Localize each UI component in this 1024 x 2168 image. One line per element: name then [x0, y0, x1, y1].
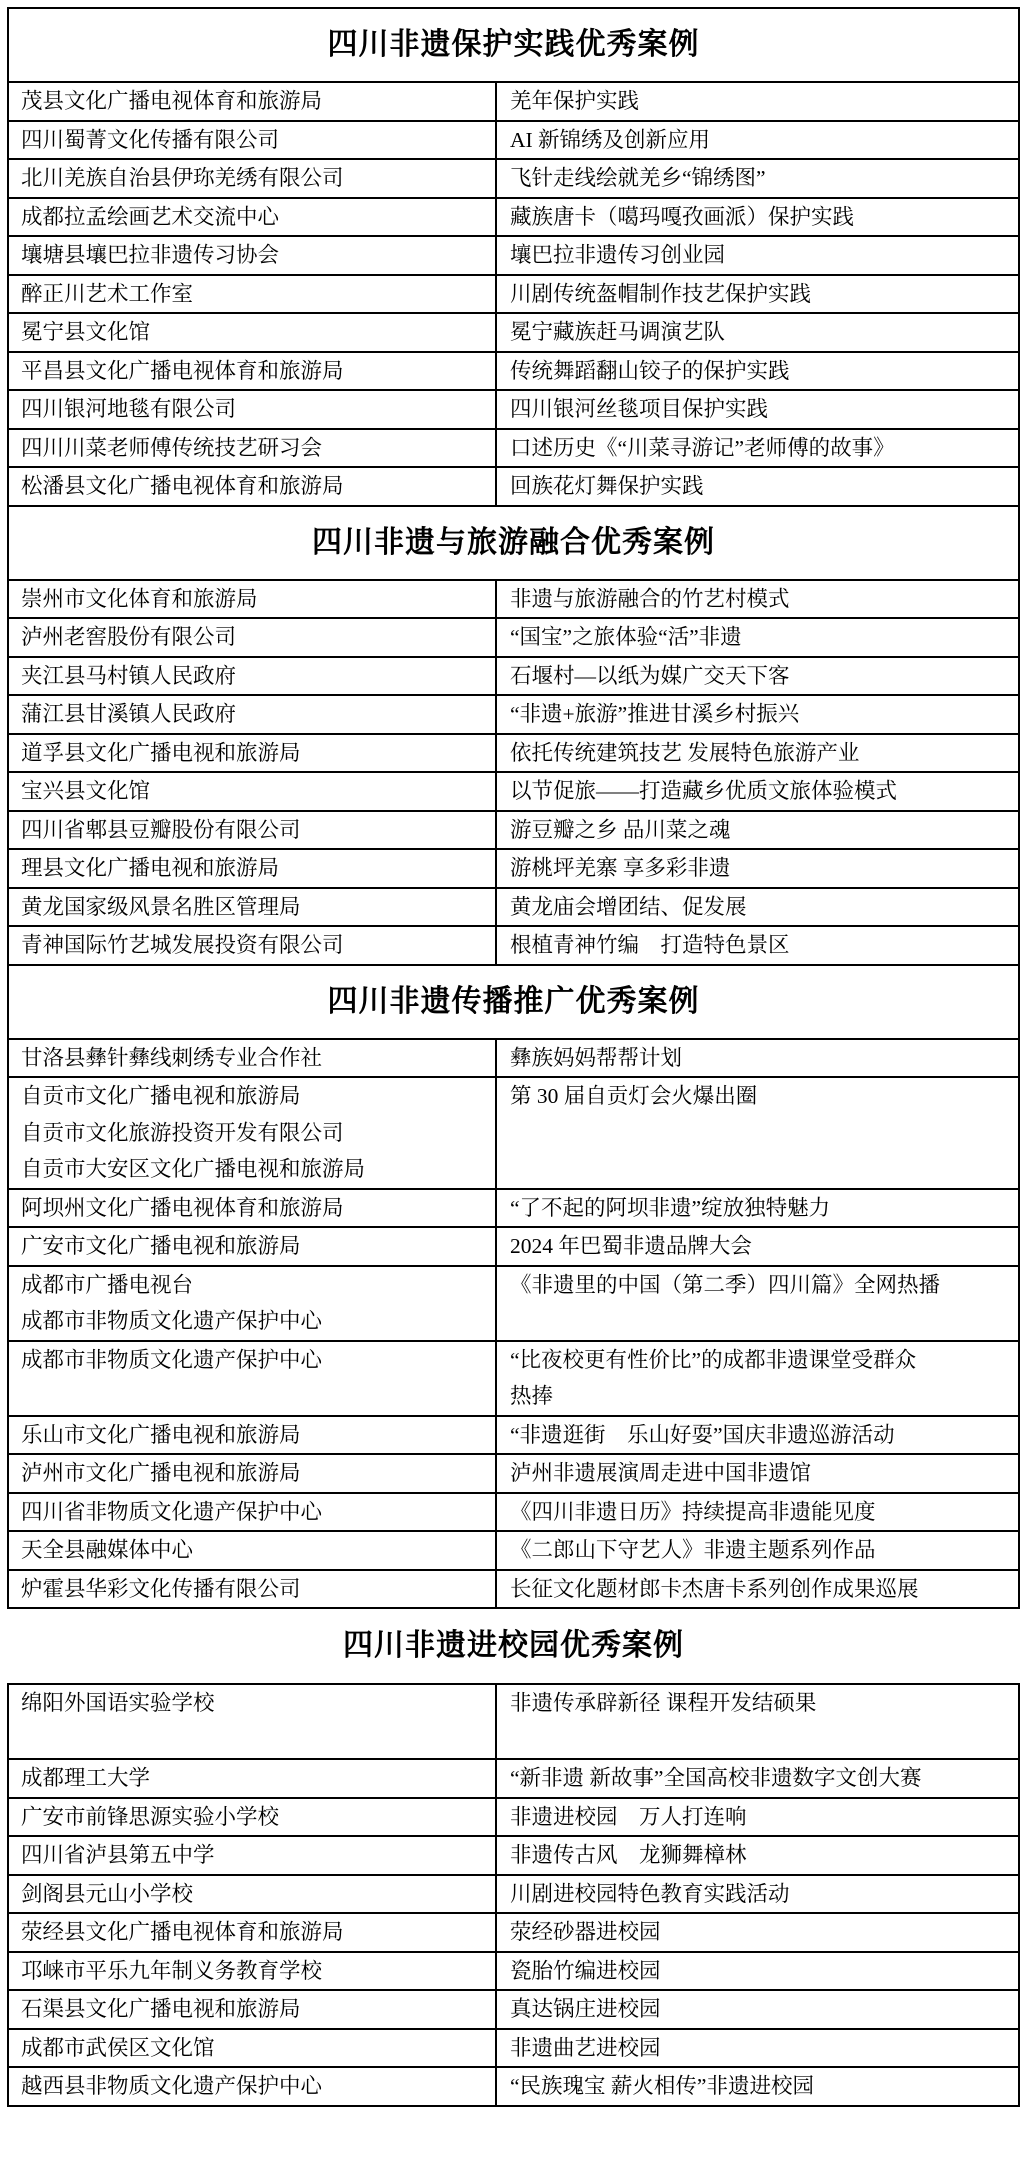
case-cell [497, 1190, 1018, 1227]
table-row [9, 812, 1018, 851]
case-line: 壤巴拉非遗传习创业园 [510, 243, 726, 267]
case-cell [497, 1799, 1018, 1836]
case-cell [497, 391, 1018, 428]
org-line: 泸州市文化广播电视和旅游局 [21, 1461, 301, 1485]
section-title: 四川非遗保护实践优秀案例 [9, 9, 1018, 83]
table-row [9, 1685, 1018, 1760]
case-line: “国宝”之旅体验“活”非遗 [510, 625, 742, 649]
table-row [9, 696, 1018, 735]
case-cell [497, 353, 1018, 390]
org-line: 北川羌族自治县伊珎羌绣有限公司 [21, 166, 344, 190]
table-row [9, 160, 1018, 199]
document-body [7, 7, 1020, 2107]
table-row [9, 353, 1018, 392]
case-line: “比夜校更有性价比”的成都非遗课堂受群众 [510, 1347, 917, 1372]
org-line: 天全县融媒体中心 [21, 1538, 194, 1562]
org-line: 阿坝州文化广播电视体育和旅游局 [21, 1195, 344, 1220]
case-line: “新非遗 新故事”全国高校非遗数字文创大赛 [510, 1766, 922, 1790]
table-row [9, 1455, 1018, 1494]
table-row [9, 1953, 1018, 1992]
org-cell [9, 812, 497, 849]
table-row [9, 430, 1018, 469]
org-line: 成都拉孟绘画艺术交流中心 [21, 204, 280, 229]
section-title: 四川非遗与旅游融合优秀案例 [9, 507, 1018, 581]
org-line: 邛崃市平乐九年制义务教育学校 [21, 1958, 323, 1983]
table-row [9, 468, 1018, 507]
table-row [9, 1342, 1018, 1417]
org-cell [9, 850, 497, 887]
org-cell [9, 1455, 497, 1492]
case-cell [497, 83, 1018, 120]
org-line: 四川银河地毯有限公司 [21, 397, 237, 421]
case-line: 羌年保护实践 [510, 89, 640, 113]
case-line: 热捧 [510, 1384, 554, 1408]
case-cell [497, 1228, 1018, 1265]
case-line: “民族瑰宝 薪火相传”非遗进校园 [510, 2074, 814, 2098]
case-cell [497, 276, 1018, 313]
org-line: 茂县文化广播电视体育和旅游局 [21, 89, 323, 113]
case-cell [497, 1914, 1018, 1951]
org-cell [9, 1571, 497, 1608]
case-line: 《二郎山下守艺人》非遗主题系列作品 [510, 1538, 876, 1562]
org-cell [9, 658, 497, 695]
case-line: “非遗逛街 乐山好耍”国庆非遗巡游活动 [510, 1422, 895, 1447]
case-cell [497, 2030, 1018, 2067]
org-cell [9, 1532, 497, 1569]
org-line: 成都理工大学 [21, 1766, 151, 1790]
table-row [9, 199, 1018, 238]
case-line: 以节促旅——打造藏乡优质文旅体验模式 [510, 779, 898, 803]
case-cell [497, 237, 1018, 274]
org-line: 四川省泸县第五中学 [21, 1843, 215, 1867]
section-title: 四川非遗进校园优秀案例 [343, 1629, 684, 1662]
case-cell [497, 1040, 1018, 1077]
org-line: 炉霍县华彩文化传播有限公司 [21, 1576, 301, 1601]
org-line: 四川省郫县豆瓣股份有限公司 [21, 817, 301, 842]
case-cell [497, 314, 1018, 351]
org-cell [9, 468, 497, 505]
case-cell [497, 430, 1018, 467]
org-cell [9, 1991, 497, 2028]
org-line: 自贡市文化旅游投资开发有限公司 [21, 1120, 344, 1145]
case-line: 第 30 届自贡灯会火爆出圈 [510, 1084, 758, 1108]
table-row [9, 122, 1018, 161]
org-cell [9, 391, 497, 428]
table-row [9, 1040, 1018, 1079]
table-row [9, 2030, 1018, 2069]
org-cell [9, 237, 497, 274]
table-row [9, 1417, 1018, 1456]
case-cell [497, 1991, 1018, 2028]
case-cell [497, 658, 1018, 695]
org-line: 四川川菜老师傅传统技艺研习会 [21, 435, 323, 460]
case-line: 荥经砂器进校园 [510, 1920, 661, 1944]
org-cell [9, 2030, 497, 2067]
case-line: 游豆瓣之乡 品川菜之魂 [510, 817, 731, 842]
case-cell [497, 1685, 1018, 1758]
case-cell [497, 773, 1018, 810]
case-line: 四川银河丝毯项目保护实践 [510, 397, 769, 421]
case-line: 《非遗里的中国（第二季）四川篇》全网热播 [510, 1272, 941, 1297]
case-line: “了不起的阿坝非遗”绽放独特魅力 [510, 1195, 831, 1220]
case-cell [497, 1267, 1018, 1340]
table-row [9, 1078, 1018, 1190]
case-cell [497, 1342, 1018, 1415]
case-cell [497, 1953, 1018, 1990]
org-cell [9, 1190, 497, 1227]
table-row [9, 2068, 1018, 2105]
org-cell [9, 1914, 497, 1951]
org-line: 理县文化广播电视和旅游局 [21, 856, 280, 880]
case-line: 飞针走线绘就羌乡“锦绣图” [510, 166, 766, 190]
org-line: 乐山市文化广播电视和旅游局 [21, 1422, 301, 1447]
table-row [9, 773, 1018, 812]
org-line: 自贡市大安区文化广播电视和旅游局 [21, 1157, 366, 1181]
org-cell [9, 1876, 497, 1913]
case-cell [497, 1455, 1018, 1492]
table-row [9, 314, 1018, 353]
table-row [9, 735, 1018, 774]
org-cell [9, 1953, 497, 1990]
org-line: 平昌县文化广播电视体育和旅游局 [21, 358, 344, 383]
table-row [9, 658, 1018, 697]
table-row [9, 927, 1018, 966]
org-line: 冕宁县文化馆 [21, 320, 151, 344]
table-row [9, 889, 1018, 928]
case-line: 非遗曲艺进校园 [510, 2035, 661, 2060]
org-cell [9, 1228, 497, 1265]
case-cell [497, 1078, 1018, 1188]
table-row [9, 1837, 1018, 1876]
case-table [7, 1683, 1020, 2107]
case-line: 口述历史《“川菜寻游记”老师傅的故事》 [510, 435, 895, 460]
case-line: 回族花灯舞保护实践 [510, 474, 704, 498]
org-line: 黄龙国家级风景名胜区管理局 [21, 894, 301, 919]
table-row [9, 850, 1018, 889]
case-cell [497, 1876, 1018, 1913]
case-cell [497, 889, 1018, 926]
case-cell [497, 1571, 1018, 1608]
case-cell [497, 1532, 1018, 1569]
case-cell [497, 1837, 1018, 1874]
case-line: 非遗传承辟新径 课程开发结硕果 [510, 1691, 817, 1715]
table-row [9, 1914, 1018, 1953]
case-line: 依托传统建筑技艺 发展特色旅游产业 [510, 740, 860, 765]
org-line: 甘洛县彝针彝线刺绣专业合作社 [21, 1045, 323, 1070]
case-line: 彝族妈妈帮帮计划 [510, 1045, 683, 1070]
org-line: 自贡市文化广播电视和旅游局 [21, 1084, 301, 1108]
case-cell [497, 122, 1018, 159]
org-cell [9, 122, 497, 159]
org-line: 四川蜀菁文化传播有限公司 [21, 127, 280, 152]
table-row [9, 1799, 1018, 1838]
table-row [9, 276, 1018, 315]
org-line: 荥经县文化广播电视体育和旅游局 [21, 1920, 344, 1944]
org-line: 壤塘县壤巴拉非遗传习协会 [21, 243, 280, 267]
case-cell [497, 696, 1018, 733]
org-line: 崇州市文化体育和旅游局 [21, 586, 258, 611]
table-row [9, 1571, 1018, 1608]
case-cell [497, 1760, 1018, 1797]
case-line: 游桃坪羌寨 享多彩非遗 [510, 856, 731, 880]
org-line: 醉正川艺术工作室 [21, 281, 194, 306]
table-row [9, 1760, 1018, 1799]
org-cell [9, 927, 497, 964]
case-cell [497, 160, 1018, 197]
org-cell [9, 2068, 497, 2105]
case-cell [497, 812, 1018, 849]
case-line: 黄龙庙会增团结、促发展 [510, 894, 747, 919]
table-row [9, 1876, 1018, 1915]
org-line: 成都市武侯区文化馆 [21, 2035, 215, 2060]
org-line: 广安市文化广播电视和旅游局 [21, 1234, 301, 1258]
case-cell [497, 1494, 1018, 1531]
case-line: 瓷胎竹编进校园 [510, 1958, 661, 1983]
table-row [9, 1267, 1018, 1342]
table-row [9, 237, 1018, 276]
table-row [9, 1228, 1018, 1267]
org-line: 石渠县文化广播电视和旅游局 [21, 1997, 301, 2021]
case-line: 川剧传统盔帽制作技艺保护实践 [510, 281, 812, 306]
section-title: 四川非遗传播推广优秀案例 [9, 966, 1018, 1040]
case-line: 石堰村—以纸为媒广交天下客 [510, 663, 790, 688]
case-line: 泸州非遗展演周走进中国非遗馆 [510, 1461, 812, 1485]
org-cell [9, 430, 497, 467]
org-cell [9, 1760, 497, 1797]
org-cell [9, 199, 497, 236]
table-row [9, 1190, 1018, 1229]
org-line: 松潘县文化广播电视体育和旅游局 [21, 474, 344, 498]
case-line: 非遗与旅游融合的竹艺村模式 [510, 586, 790, 611]
case-cell [497, 1417, 1018, 1454]
table-row [9, 581, 1018, 620]
table-row [9, 1991, 1018, 2030]
org-cell [9, 160, 497, 197]
org-cell [9, 1494, 497, 1531]
case-line: “非遗+旅游”推进甘溪乡村振兴 [510, 702, 800, 726]
org-cell [9, 1078, 497, 1188]
org-line: 夹江县马村镇人民政府 [21, 663, 237, 688]
table-row [9, 1494, 1018, 1533]
case-cell [497, 468, 1018, 505]
table-row [9, 619, 1018, 658]
org-line: 成都市广播电视台 [21, 1272, 194, 1297]
org-line: 青神国际竹艺城发展投资有限公司 [21, 933, 344, 957]
org-cell [9, 1342, 497, 1415]
org-line: 道孚县文化广播电视和旅游局 [21, 740, 301, 765]
table-row [9, 1532, 1018, 1571]
org-cell [9, 1837, 497, 1874]
org-cell [9, 696, 497, 733]
org-line: 绵阳外国语实验学校 [21, 1691, 215, 1715]
case-cell [497, 619, 1018, 656]
case-cell [497, 735, 1018, 772]
case-cell [497, 199, 1018, 236]
case-line: 川剧进校园特色教育实践活动 [510, 1881, 790, 1906]
case-line: 藏族唐卡（噶玛嘎孜画派）保护实践 [510, 204, 855, 229]
case-line: 长征文化题材郎卡杰唐卡系列创作成果巡展 [510, 1576, 919, 1601]
org-cell [9, 314, 497, 351]
org-line: 泸州老窖股份有限公司 [21, 625, 237, 649]
org-cell [9, 276, 497, 313]
org-line: 蒲江县甘溪镇人民政府 [21, 702, 237, 726]
org-line: 四川省非物质文化遗产保护中心 [21, 1499, 323, 1524]
table-row [9, 83, 1018, 122]
org-line: 剑阁县元山小学校 [21, 1881, 194, 1906]
org-line: 成都市非物质文化遗产保护中心 [21, 1309, 323, 1333]
org-line: 宝兴县文化馆 [21, 779, 151, 803]
org-cell [9, 1267, 497, 1340]
case-line: 冕宁藏族赶马调演艺队 [510, 320, 726, 344]
org-cell [9, 83, 497, 120]
org-cell [9, 1040, 497, 1077]
org-cell [9, 773, 497, 810]
org-line: 广安市前锋思源实验小学校 [21, 1804, 280, 1829]
case-line: AI 新锦绣及创新应用 [510, 127, 711, 152]
case-line: 非遗传古风 龙狮舞樟林 [510, 1843, 747, 1867]
org-cell [9, 1685, 497, 1758]
org-cell [9, 889, 497, 926]
case-line: 根植青神竹编 打造特色景区 [510, 933, 790, 957]
org-cell [9, 619, 497, 656]
case-cell [497, 2068, 1018, 2105]
org-line: 越西县非物质文化遗产保护中心 [21, 2074, 323, 2098]
case-line: 传统舞蹈翻山铰子的保护实践 [510, 358, 790, 383]
case-line: 真达锅庄进校园 [510, 1997, 661, 2021]
case-cell [497, 927, 1018, 964]
case-line: 2024 年巴蜀非遗品牌大会 [510, 1234, 752, 1258]
org-cell [9, 1799, 497, 1836]
org-cell [9, 581, 497, 618]
case-cell [497, 581, 1018, 618]
table-row [9, 391, 1018, 430]
case-line: 《四川非遗日历》持续提高非遗能见度 [510, 1499, 876, 1524]
case-line: 非遗进校园 万人打连响 [510, 1804, 747, 1829]
case-table [7, 7, 1020, 1609]
case-cell [497, 850, 1018, 887]
org-line: 成都市非物质文化遗产保护中心 [21, 1347, 323, 1372]
org-cell [9, 1417, 497, 1454]
org-cell [9, 735, 497, 772]
org-cell [9, 353, 497, 390]
